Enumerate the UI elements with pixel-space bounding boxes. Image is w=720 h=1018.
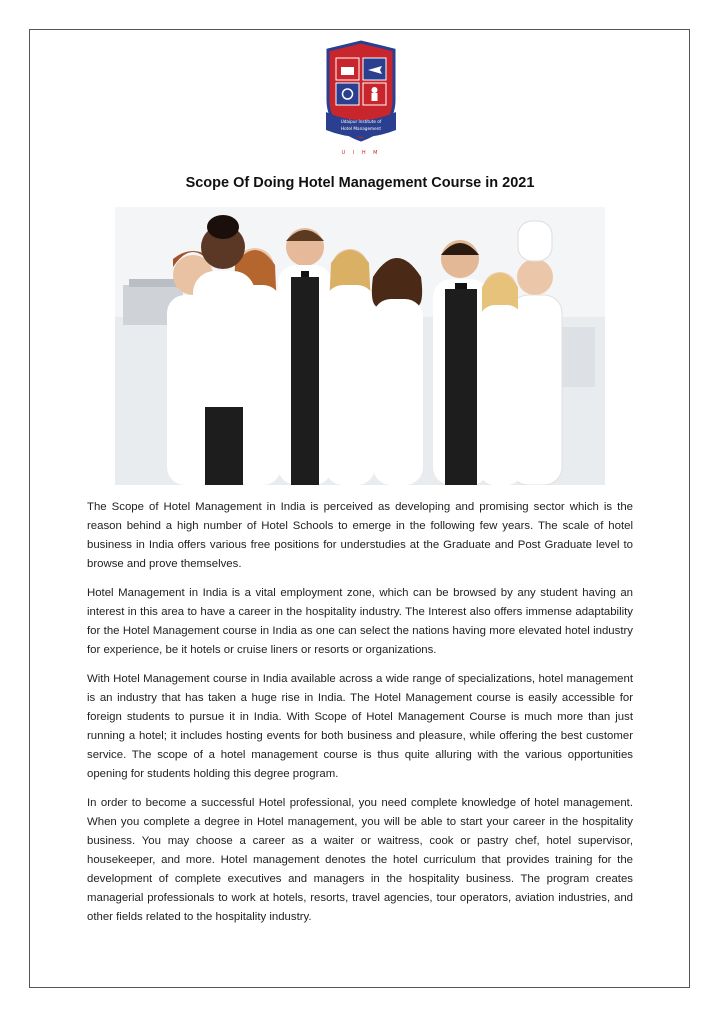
paragraph: The Scope of Hotel Management in India is perceived as developing and promising sector which is the reason behind a high number of Hotel Schools to emerge in the following few years. The scale of hotel business in India offers various free positions for understudies at the Graduate and Post Graduate level to browse and prove themselves. (87, 501, 633, 570)
paragraph: With Hotel Management course in India available across a wide range of specializations, hotel management is an industry that has taken a huge rise in India. The Hotel Management course is easily accessible for foreign students to pursue it in India. With Scope of Hotel Management Course is much more than just running a hotel; it includes hosting events for both business and pleasure, while offering the best customer service. The scope of a hotel management course is thus quite alluring with the various opportunities opening for students holding this degree program. (87, 673, 633, 780)
hotel-staff-group-photo (115, 207, 605, 485)
logo-text-line2: Hotel Management (340, 126, 382, 131)
paragraph: Hotel Management in India is a vital employment zone, which can be browsed by any student having an interest in this area to have a career in the hospitality industry. The Interest also offers immense adaptability for the Hotel Management course in India as one can select the nations having more elevated hotel industry for experience, be it hotels or cruise liners or resorts or organizations. (87, 587, 633, 656)
logo-initials: U I H M (341, 150, 381, 156)
logo-text-line1: Udaipur Institute of (340, 119, 382, 124)
article-body (87, 498, 633, 937)
institute-crest-icon (324, 40, 398, 160)
paragraph: In order to become a successful Hotel professional, you need complete knowledge of hotel management. When you complete a degree in Hotel management, you will be able to start your career in the hospitality business. You may choose a career as a waiter or waitress, cook or pastry chef, hotel supervisor, housekeeper, and more. Hotel management denotes the hotel curriculum that provides training for the development of complete executives and managers in the hospitality business. The program creates managerial professionals to work at hotels, resorts, travel agencies, tour operators, aviation industries, and other fields related to the hospitality industry. (87, 797, 633, 923)
page-title: Scope Of Doing Hotel Management Course in 2021 (185, 175, 535, 191)
